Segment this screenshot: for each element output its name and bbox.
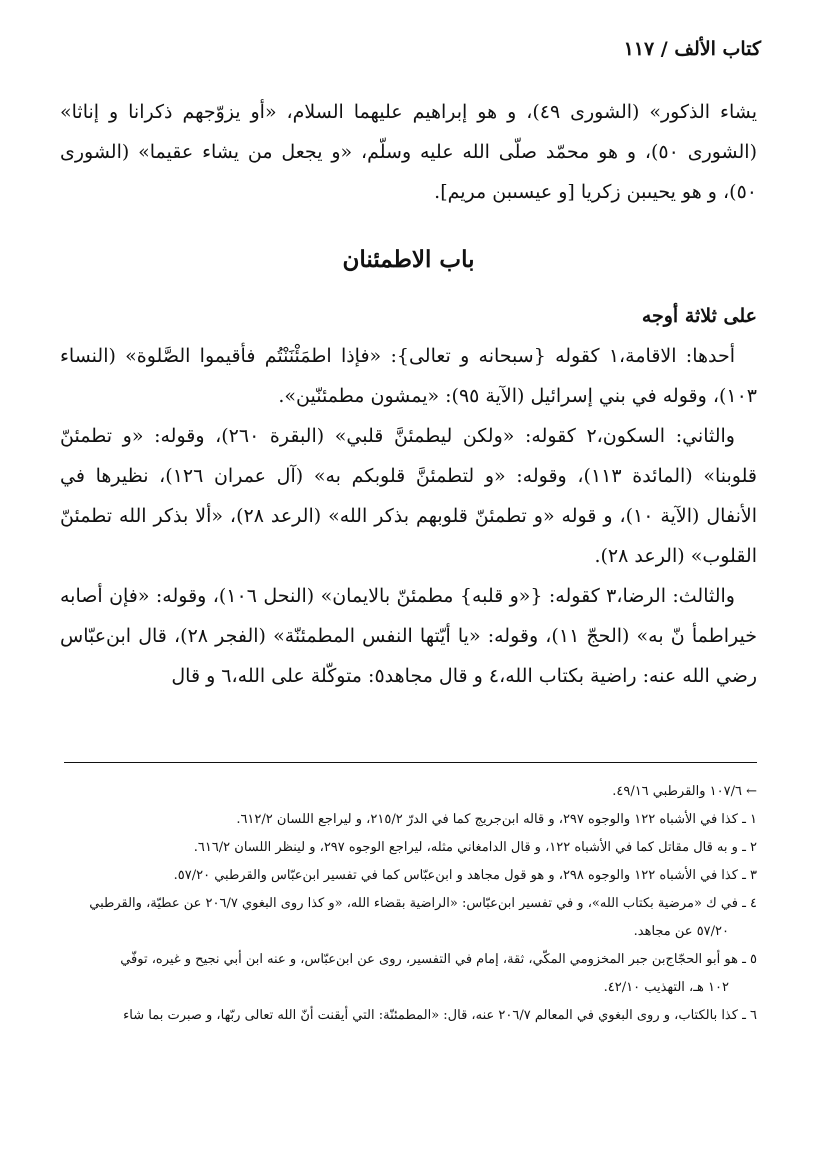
running-title: كتاب الألف / ١١٧: [623, 38, 761, 60]
footnote-3: ٣ ـ كذا في الأشباه ١٢٢ والوجوه ٢٩٨، و هو قول مجاهد و ابن‌عبّاس كما في تفسير ابن‌عبّاس والقرطبي ٥٧/٢٠.: [173, 868, 757, 883]
paragraph-first-meaning: أحدها: الاقامة،١ كقوله {سبحانه و تعالى}: «فإذا اطمَئْنَنْتُم فأقيموا الصَّلوة» (النساء ١٠٣)، وقوله في بني إسرائيل (الآية ٩٥): «يمشون مطمئنّين».: [60, 345, 757, 407]
footnote-continuation: ← ١٠٧/٦ والقرطبي ٤٩/١٦.: [612, 784, 757, 799]
main-text: [60, 92, 757, 696]
footnote-4: ٤ ـ في ك «مرضية بكتاب الله»، و في تفسير ابن‌عبّاس: «الراضية بقضاء الله، «و كذا روى البغوي ٢٠٦/٧ عن عطيّة، والقرطبي: [89, 896, 757, 911]
chapter-title: باب الاطمئنان: [342, 246, 475, 273]
footnotes: [64, 778, 757, 1030]
footnote-5-continuation: ١٠٢ هـ، التهذيب ٤٢/١٠.: [603, 980, 729, 995]
footnote-4-continuation: ٥٧/٢٠ عن مجاهد.: [633, 924, 729, 939]
footnote-5: ٥ ـ هو أبو الحجّاج‌بن جبر المخزومي المكّي، ثقة، إمام في التفسير، روى عن ابن‌عبّاس، و عنه ابن أبي نجيح و غيره، توفّي: [120, 952, 757, 967]
footnote-2: ٢ ـ و به قال مقاتل كما في الأشباه ١٢٢، و قال الدامغاني مثله، ليراجع الوجوه ٢٩٧، و لينظر اللسان ٦١٦/٢.: [193, 840, 757, 855]
paragraph-third-meaning: والثالث: الرضا،٣ كقوله: {«و قلبه} مطمئنّ بالايمان» (النحل ١٠٦)، وقوله: «فإن أصابه خيراطمأ نّ به» (الحجّ ١١)، وقوله: «يا أيّتها النفس المطمئنّة» (الفجر ٢٨)، قال ابن‌عبّاس رضي الله عنه: راضية بكتاب الله،٤ و قال مجاهد٥: متوكّلة على الله،٦ و قال: [60, 585, 758, 687]
subheading: على ثلاثة أوجه: [641, 305, 757, 327]
paragraph-second-meaning: والثاني: السكون،٢ كقوله: «ولكن ليطمئنَّ قلبي» (البقرة ٢٦٠)، وقوله: «و تطمئنّ قلوبنا» (المائدة ١١٣)، وقوله: «و لتطمئنَّ قلوبكم به» (آل عمران ١٢٦)، نظيرها في الأنفال (الآية ١٠)، و قوله «و تطمئنّ قلوبهم بذكر الله» (الرعد ٢٨)، «ألا بذكر الله تطمئنّ القلوب» (الرعد ٢٨).: [60, 425, 757, 567]
footnote-divider: [64, 762, 757, 763]
footnote-1: ١ ـ كذا في الأشباه ١٢٢ والوجوه ٢٩٧، و قاله ابن‌جريج كما في الدرّ ٢١٥/٢، و ليراجع اللسان ٦١٢/٢.: [236, 812, 757, 827]
footnote-6: ٦ ـ كذا بالكتاب، و روى البغوي في المعالم ٢٠٦/٧ عنه، قال: «المطمئنّة: التي أيقنت أنّ الله تعالى ربّها، و صبرت بما شاء: [123, 1008, 757, 1023]
intro-paragraph: يشاء الذكور» (الشورى ٤٩)، و هو إبراهيم عليهما السلام، «أو يزوّجهم ذكرانا و إناثا» (الشورى ٥٠)، و هو محمّد صلّى الله عليه وسلّم، «و يجعل من يشاء عقيما» (الشورى ٥٠)، و هو يحيىبن زكريا [و عيسىبن مريم].: [60, 101, 757, 203]
running-header: [60, 38, 761, 74]
